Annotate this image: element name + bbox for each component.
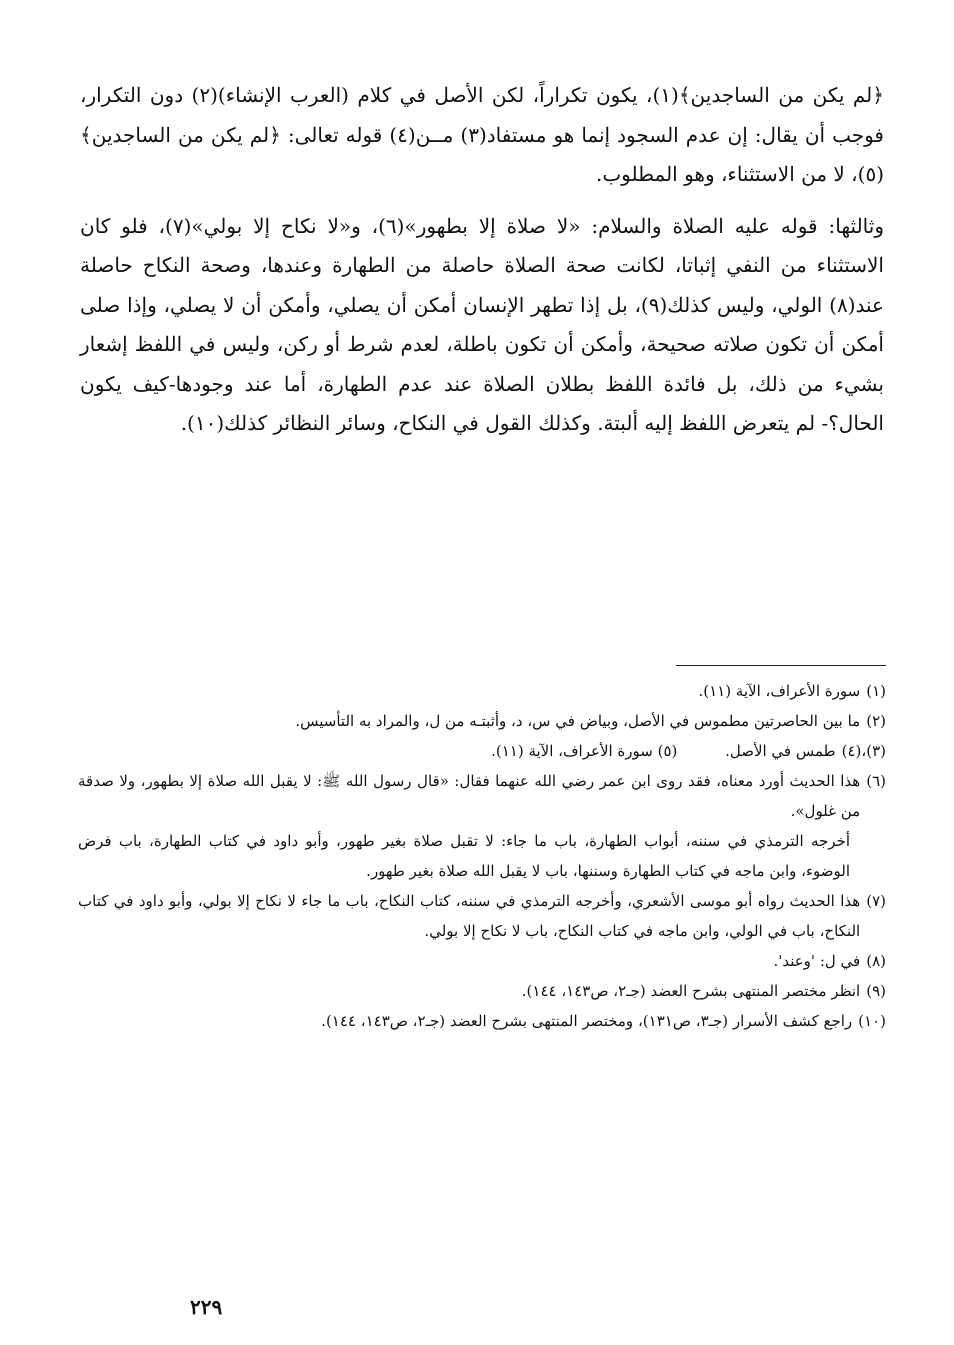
footnote xyxy=(78,1006,886,1036)
footnote-text: هذا الحديث رواه أبو موسى الأشعري، وأخرجه الترمذي في سننه، كتاب النكاح، باب ما جاء لا نكاح إلا بولي، وأبو داود في كتاب النكاح، باب في الولي، وابن ماجه في كتاب النكاح، باب لا نكاح إلا بولي. xyxy=(78,892,861,940)
footnote xyxy=(78,676,886,706)
footnotes xyxy=(78,676,886,1036)
footnote-number: (٨) xyxy=(866,952,886,970)
footnote-text: سورة الأعراف، الآية (١١). xyxy=(698,682,861,700)
footnote xyxy=(78,766,886,826)
paragraph: ﴿لم يكن من الساجدين﴾(١)، يكون تكراراً، لكن الأصل في كلام (العرب الإنشاء)(٢) دون التكرار، فوجب أن يقال: إن عدم السجود إنما هو مستفاد(٣) مــن(٤) قوله تعالى: ﴿لم يكن من الساجدين﴾(٥)، لا من الاستثناء، وهو المطلوب. xyxy=(80,83,884,186)
footnote-number: (٦) xyxy=(866,772,886,790)
footnote-number: (١) xyxy=(866,682,886,700)
footnote-text: طمس في الأصل. (٥) سورة الأعراف، الآية (١١). xyxy=(491,742,836,760)
footnote-number: (١٠) xyxy=(858,1012,886,1030)
main-text xyxy=(80,76,884,444)
footnote-text: في ل: 'وعند'. xyxy=(773,952,861,970)
page-number: ٢٢٩ xyxy=(190,1295,223,1319)
footnote-separator xyxy=(676,665,886,666)
footnote xyxy=(78,976,886,1006)
footnote-number: (٧) xyxy=(866,892,886,910)
footnote xyxy=(78,736,886,766)
footnote-text: ما بين الحاصرتين مطموس في الأصل، وبياض في س، د، وأثبتـه من ل، والمراد به التأسيس. xyxy=(295,712,861,730)
footnote-text: راجع كشف الأسرار (جـ٣، ص١٣١)، ومختصر المنتهى بشرح العضد (جـ٢، ص١٤٣، ١٤٤). xyxy=(321,1012,853,1030)
footnote-text: انظر مختصر المنتهى بشرح العضد (جـ٢، ص١٤٣، ١٤٤). xyxy=(521,982,861,1000)
footnote-number: (٣)،(٤) xyxy=(841,742,886,760)
footnote xyxy=(78,706,886,736)
footnote-number: (٩) xyxy=(866,982,886,1000)
paragraph: وثالثها: قوله عليه الصلاة والسلام: «لا صلاة إلا بطهور»(٦)، و«لا نكاح إلا بولي»(٧)، فلو كان الاستثناء من النفي إثباتا، لكانت صحة الصلاة حاصلة من الطهارة وعندها، وصحة النكاح حاصلة عند(٨) الولي، وليس كذلك(٩)، بل إذا تطهر الإنسان أمكن أن يصلي، وأمكن أن لا يصلي، وإذا صلى أمكن أن تكون صلاته صحيحة، وأمكن أن تكون باطلة، لعدم شرط أو ركن، وليس في اللفظ إشعار بشيء من ذلك، بل فائدة اللفظ بطلان الصلاة عند عدم الطهارة، أما عند وجودها-كيف يكون الحال؟- لم يتعرض اللفظ إليه ألبتة. وكذلك القول في النكاح، وسائر النظائر كذلك(١٠). xyxy=(80,213,884,435)
footnote xyxy=(78,946,886,976)
footnote xyxy=(78,886,886,946)
footnote-text: هذا الحديث أورد معناه، فقد روى ابن عمر رضي الله عنهما فقال: «قال رسول الله ﷺ: لا يقبل الله صلاة إلا بطهور، ولا صدقة من غلول». xyxy=(78,772,861,820)
footnote-continuation: أخرجه الترمذي في سننه، أبواب الطهارة، باب ما جاء: لا تقبل صلاة بغير طهور، وأبو داود في كتاب الطهارة، باب فرض الوضوء، وابن ماجه في كتاب الطهارة وسننها، باب لا يقبل الله صلاة بغير طهور. xyxy=(78,832,850,880)
footnote-number: (٢) xyxy=(866,712,886,730)
